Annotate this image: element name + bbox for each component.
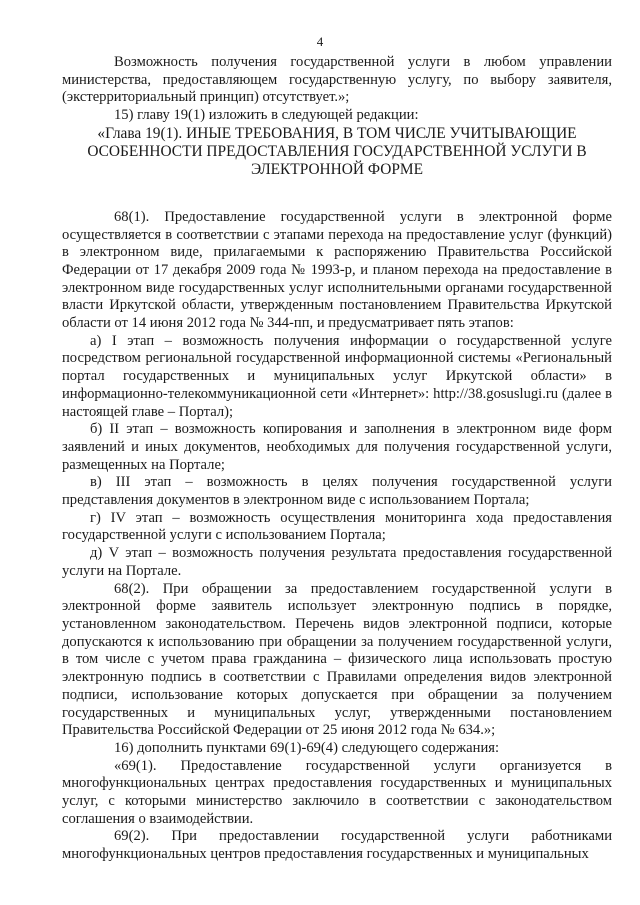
paragraph-extraterritorial: Возможность получения государственной услуги в любом управлении министерства, предоставляющем государственную услугу, по выбору заявителя, (экстерриториальный принцип) отсутствует.»; [62, 54, 612, 106]
paragraph-69-1: «69(1). Предоставление государственной услуги организуется в многофункциональных центрах предоставления государственных и муниципальных услуг, с которыми министерство заключило в соответствии с законодательством соглашения о взаимодействии. [62, 757, 612, 827]
paragraph-68-1: 68(1). Предоставление государственной услуги в электронной форме осуществляется в соответствии с этапами перехода на предоставление услуг (функций) в электронном виде, прилагаемыми к распоряжению Правительства Российской Федерации от 17 декабря 2009 года № 1993-р, и планом перехода на предоставление в электронном виде государственных услуг исполнительными органами государственной власти Иркутской области, утвержденным постановлением Правительства Иркутской области от 14 июня 2012 года № 344-пп, и предусматривает пять этапов: [62, 208, 612, 332]
stage-a: а) I этап – возможность получения информации о государственной услуге посредством региональной государственной информационной системы «Региональный портал государственных и муниципальных услуг Иркутской области» в информационно-телекоммуникационной сети «Интернет»: http://38.gosuslugi.ru (далее в настоящей главе – Портал); [62, 332, 612, 420]
chapter-heading [62, 125, 612, 179]
paragraph-69-2: 69(2). При предоставлении государственной услуги работниками многофункциональных центров предоставления государственных и муниципальных [62, 828, 612, 863]
stage-b: б) II этап – возможность копирования и заполнения в электронном виде форм заявлений и иных документов, необходимых для получения государственной услуги, размещенных на Портале; [62, 421, 612, 473]
stage-v: в) III этап – возможность в целях получения государственной услуги представления документов в электронном виде с использованием Портала; [62, 474, 612, 509]
page-number: 4 [316, 34, 324, 49]
stage-d: д) V этап – возможность получения результата предоставления государственной услуги на Портале. [62, 545, 612, 579]
chapter-heading-line-1: «Глава 19(1). ИНЫЕ ТРЕБОВАНИЯ, В ТОМ ЧИСЛЕ УЧИТЫВАЮЩИЕ [97, 124, 577, 142]
chapter-heading-line-2: ОСОБЕННОСТИ ПРЕДОСТАВЛЕНИЯ ГОСУДАРСТВЕННОЙ УСЛУГИ В [87, 142, 587, 160]
chapter-heading-line-3: ЭЛЕКТРОННОЙ ФОРМЕ [251, 160, 423, 178]
stage-g: г) IV этап – возможность осуществления мониторинга хода предоставления государственной услуги с использованием Портала; [62, 509, 612, 544]
paragraph-68-2: 68(2). При обращении за предоставлением государственной услуги в электронной форме заявитель использует электронную подпись в порядке, установленном законодательством. Перечень видов электронной подписи, которые допускаются к использованию при обращении за получением государственной услуги, в том числе с учетом права гражданина – физического лица использовать простую электронную подпись в соответствии с Правилами определения видов электронной подписи, использование которых допускается при обращении за получением государственных и муниципальных услуг, утвержденными постановлением Правительства Российской Федерации от 25 июня 2012 года № 634.»; [62, 580, 612, 739]
paragraph-item-16: 16) дополнить пунктами 69(1)-69(4) следующего содержания: [114, 739, 500, 756]
paragraph-item-15: 15) главу 19(1) изложить в следующей редакции: [114, 107, 419, 124]
document-body [62, 54, 612, 864]
